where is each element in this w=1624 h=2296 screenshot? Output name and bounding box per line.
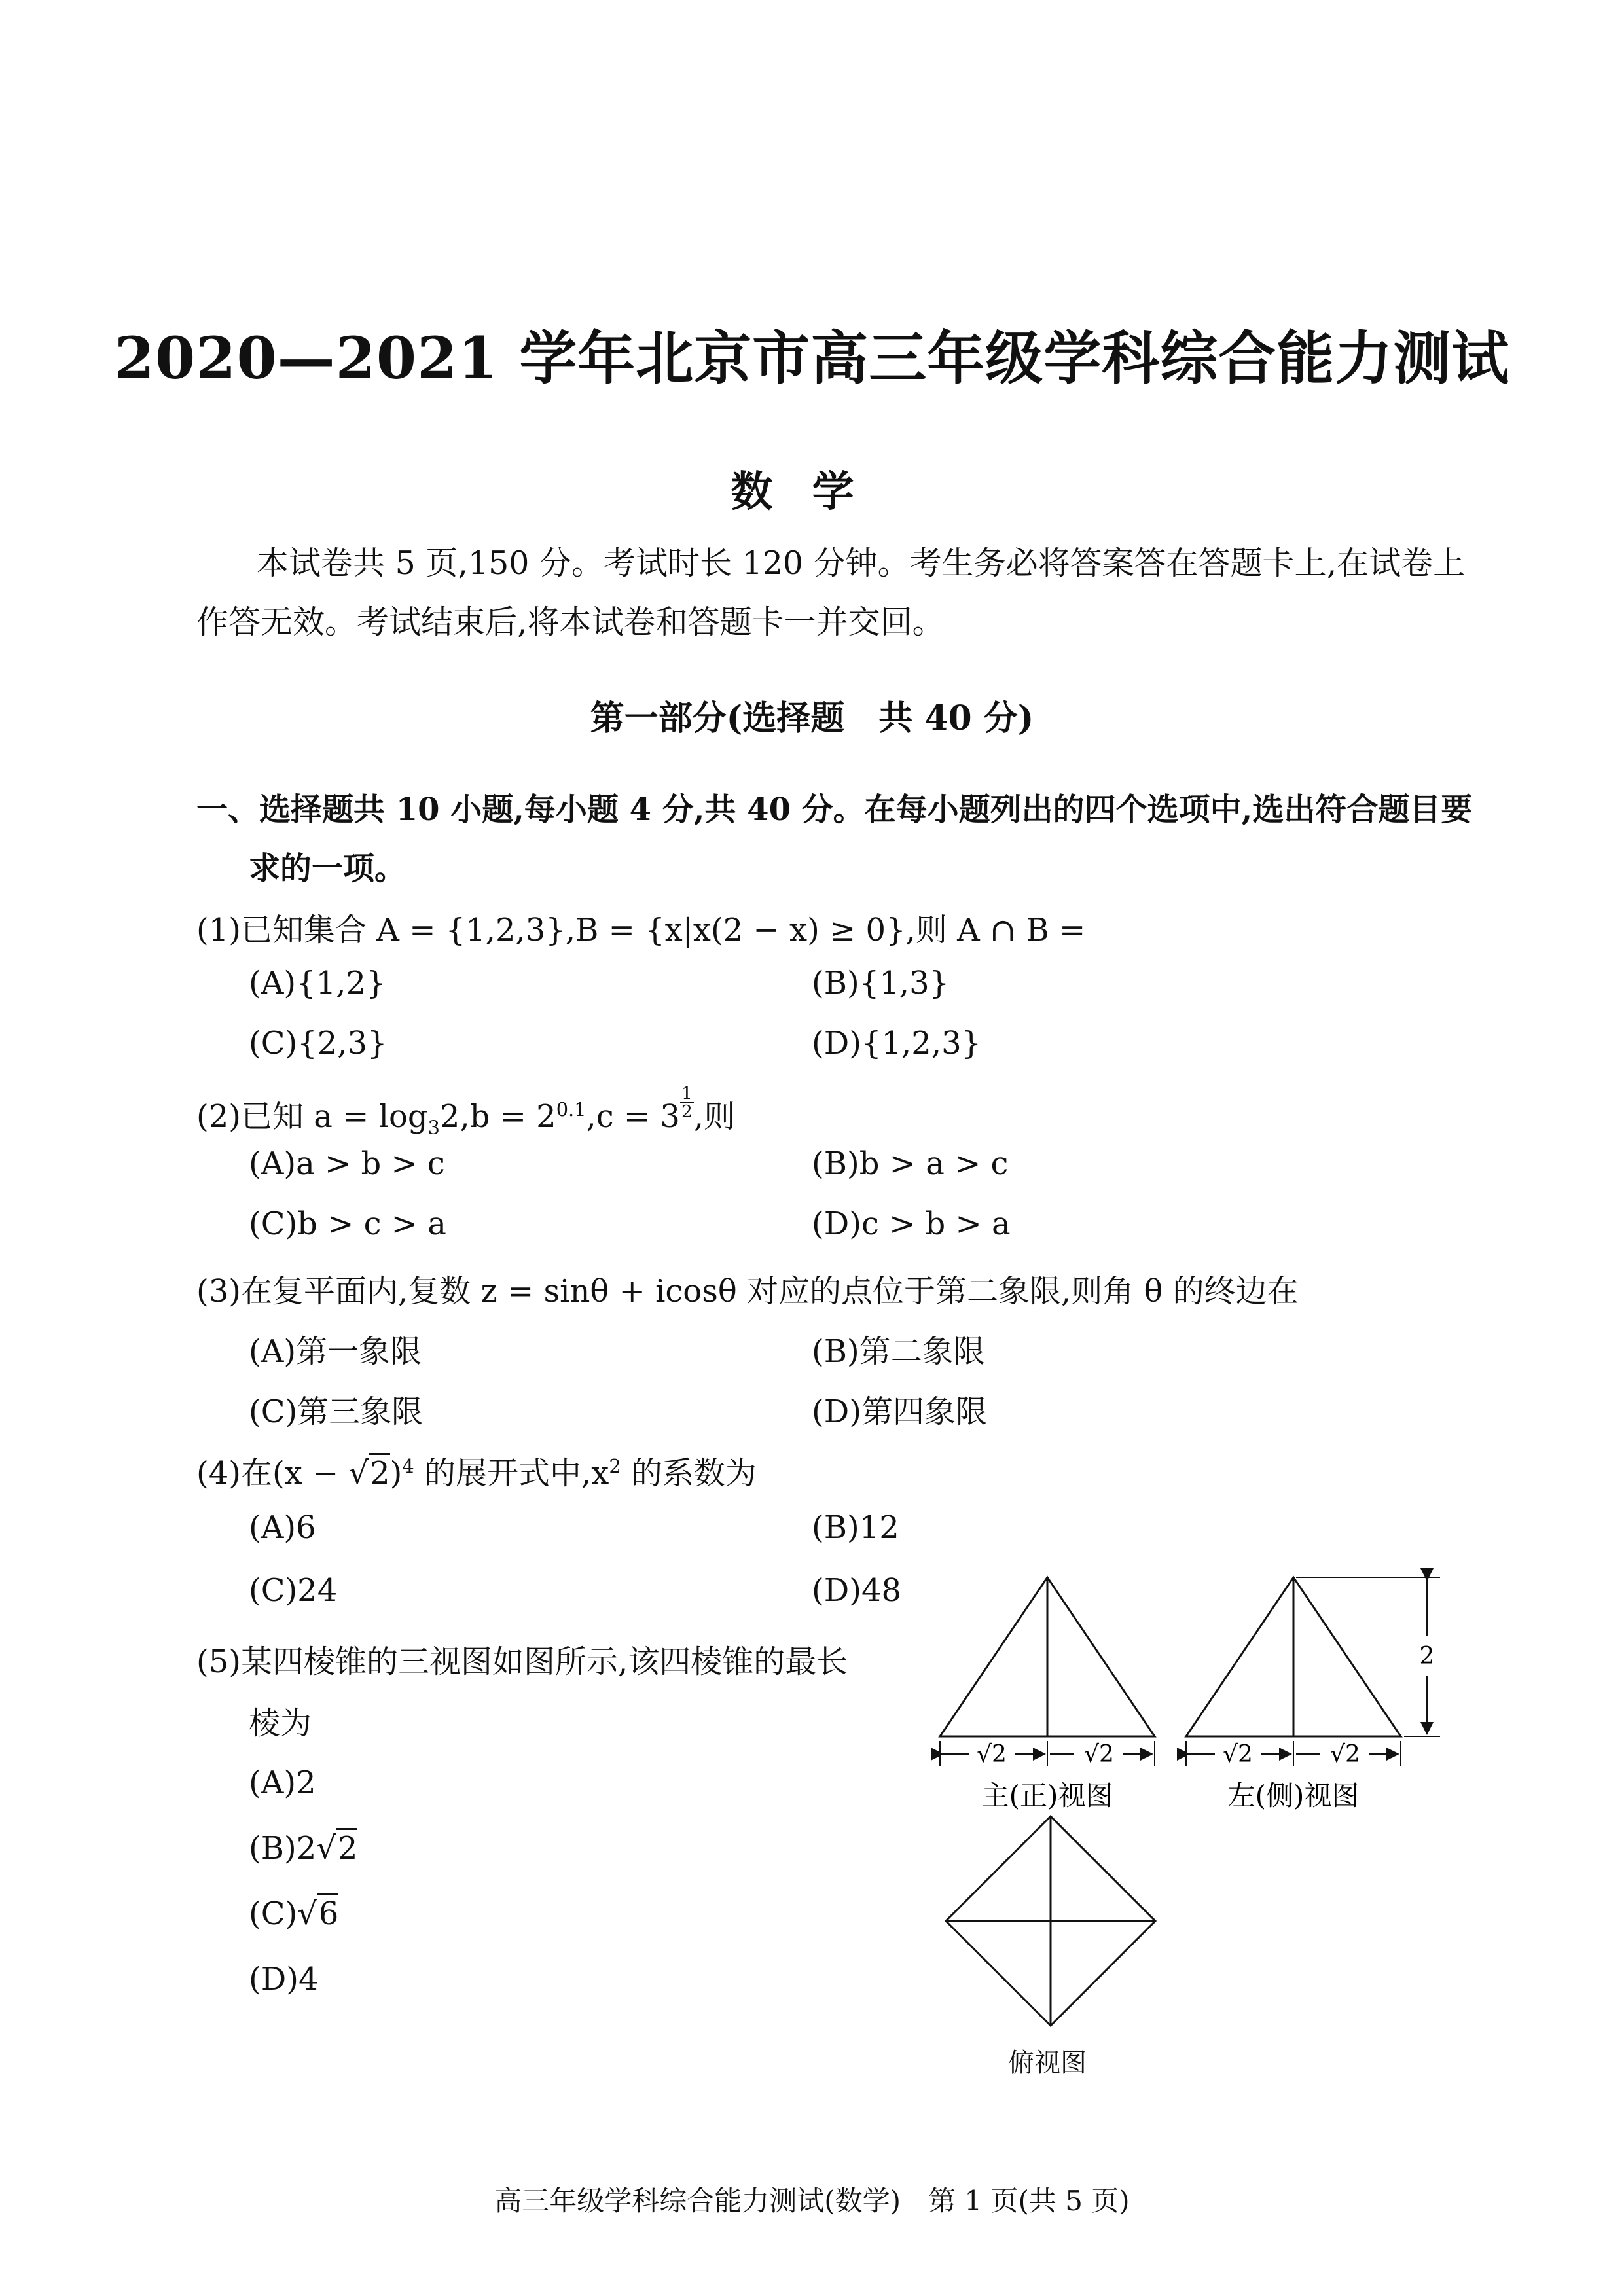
q5-option-c: (C)√6	[249, 1895, 338, 1932]
front-dim-right: √2	[1084, 1741, 1114, 1768]
q2-option-b: (B)b > a > c	[812, 1145, 1009, 1182]
q3-option-c: (C)第三象限	[249, 1393, 424, 1430]
q4-prefix: (4)在(x −	[196, 1455, 349, 1492]
q4-tail2: 的系数为	[621, 1455, 757, 1492]
q4-option-a: (A)6	[249, 1509, 316, 1546]
q5-option-a: (A)2	[249, 1765, 316, 1801]
side-view	[1186, 1577, 1401, 1736]
q2-b-exponent: 0.1	[556, 1098, 586, 1121]
height-label: 2	[1419, 1643, 1435, 1670]
section-instruction-1: 一、选择题共 10 小题,每小题 4 分,共 40 分。在每小题列出的四个选项中,选出符合题目要	[196, 791, 1473, 828]
question-5-line-1: (5)某四棱锥的三视图如图所示,该四棱锥的最长	[196, 1643, 848, 1680]
page-footer: 高三年级学科综合能力测试(数学) 第 1 页(共 5 页)	[494, 2185, 1130, 2217]
section-instruction-2: 求的一项。	[249, 850, 406, 887]
q2-c-exponent: $\frac{1}{2}$	[681, 1083, 693, 1122]
q2-tail: ,则	[693, 1098, 735, 1135]
q2-option-c: (C)b > c > a	[249, 1206, 446, 1242]
q2-a: a = log	[314, 1098, 428, 1135]
q4-option-b: (B)12	[812, 1509, 899, 1546]
question-4: (4)在$(x - √2)^4$ 的展开式中$,x^2$ 的系数为	[196, 1448, 757, 1493]
q4-x-power: 2	[609, 1455, 621, 1477]
front-view	[940, 1577, 1155, 1736]
exam-title: 2020—2021 学年北京市高三年级学科综合能力测试	[114, 324, 1510, 392]
q5-c-sqrt-arg: 6	[317, 1893, 339, 1932]
q4-power: 4	[402, 1455, 414, 1477]
question-3: (3)在复平面内,复数 z = sinθ + icosθ 对应的点位于第二象限,则角 θ 的终边在	[196, 1273, 1299, 1310]
question-1	[196, 905, 1085, 950]
intro-line-2: 作答无效。考试结束后,将本试卷和答题卡一并交回。	[196, 603, 945, 641]
q2-option-d: (D)c > b > a	[812, 1206, 1011, 1242]
side-dim-right: √2	[1330, 1741, 1360, 1768]
question-2	[196, 1085, 735, 1139]
q4-sqrt-arg: 2	[369, 1453, 390, 1492]
q2-log-base: 3	[427, 1116, 440, 1139]
subject-title: 数学	[731, 467, 893, 516]
front-view-label: 主(正)视图	[981, 1780, 1113, 1812]
front-dim-left: √2	[977, 1741, 1007, 1768]
three-view-figure	[916, 1558, 1492, 2042]
q4-tail1: 的展开式中,x	[414, 1455, 609, 1492]
q3-option-a: (A)第一象限	[249, 1333, 422, 1370]
top-view-label: 俯视图	[1008, 2048, 1087, 2078]
q4-option-d: (D)48	[812, 1572, 902, 1609]
q2-a-tail: 2,b = 2	[439, 1098, 556, 1135]
intro-line-1: 本试卷共 5 页,150 分。考试时长 120 分钟。考生务必将答案答在答题卡上,在试卷上	[257, 545, 1466, 582]
part-heading: 第一部分(选择题 共 40 分)	[590, 698, 1034, 738]
q5-option-b: (B)2√2	[249, 1830, 357, 1867]
q1-prefix: (1)已知集合	[196, 912, 377, 948]
q2-prefix: (2)已知	[196, 1098, 314, 1135]
top-view	[946, 1816, 1155, 2026]
q1-option-d: (D){1,2,3}	[812, 1025, 982, 1062]
q2-option-a: (A)a > b > c	[249, 1145, 445, 1182]
q4-mid: )	[389, 1455, 403, 1492]
side-view-label: 左(侧)视图	[1227, 1780, 1360, 1812]
q1-option-a: (A){1,2}	[249, 965, 386, 1001]
q1-option-c: (C){2,3}	[249, 1025, 388, 1062]
question-5-line-2: 棱为	[249, 1705, 312, 1742]
q4-option-c: (C)24	[249, 1572, 338, 1609]
q3-option-d: (D)第四象限	[812, 1393, 987, 1430]
side-dim-left: √2	[1223, 1741, 1253, 1768]
q5-option-d: (D)4	[249, 1961, 319, 1998]
q2-c: ,c = 3	[586, 1098, 680, 1135]
front-view-dimension	[940, 1741, 1155, 1766]
q1-option-b: (B){1,3}	[812, 965, 950, 1001]
q1-stem: A = {1,2,3},B = {x|x(2 − x) ≥ 0},则 A ∩ B =	[376, 912, 1086, 948]
q3-option-b: (B)第二象限	[812, 1333, 985, 1370]
q5-b-sqrt-arg: 2	[336, 1828, 358, 1867]
